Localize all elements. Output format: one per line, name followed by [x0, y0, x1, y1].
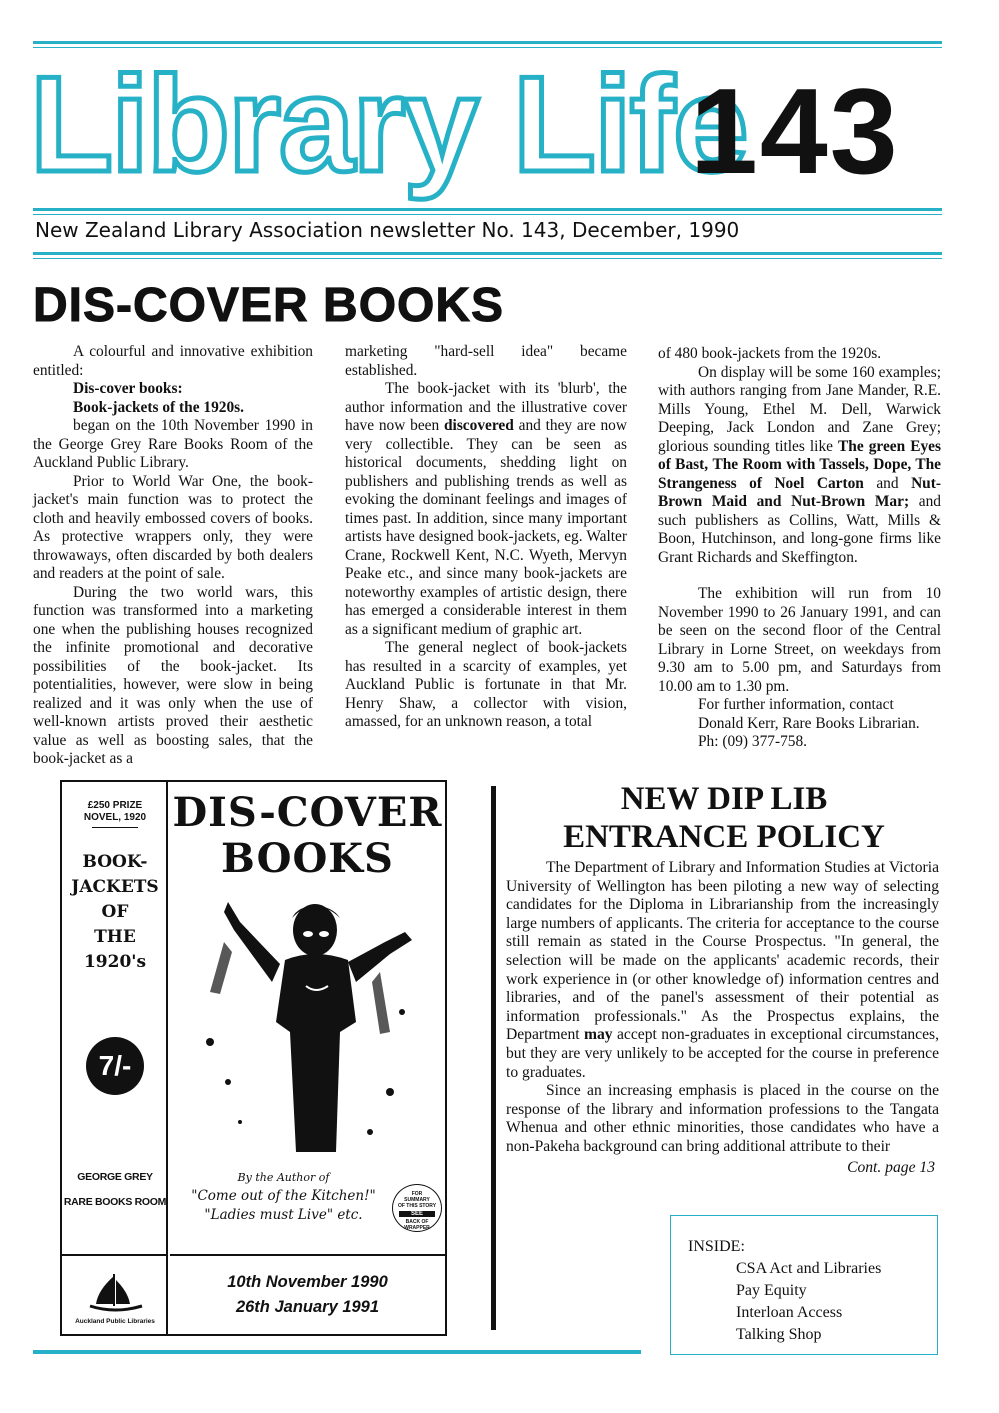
dip-lib-body [506, 859, 939, 1177]
contact-line: For further information, contact [698, 696, 894, 713]
sticker-line: BACK OF [405, 1219, 429, 1225]
exhibition-poster [60, 780, 447, 1336]
exhibit-title-line-2: Book-jackets of the 1920s. [73, 398, 244, 416]
article-paragraph: Prior to World War One, the book-jacket's main function was to protect the cloth and heavily embossed covers of books. As protective wrappers only, they were throwaways, often discarded by both dealers and readers at the point of sale. [33, 472, 313, 582]
side-title-line: JACKETS [71, 877, 159, 897]
poster-divider [62, 1254, 166, 1256]
contact-line: Donald Kerr, Rare Books Librarian. [698, 714, 920, 732]
text-run: and [876, 474, 899, 492]
venue-line: GEORGE GREY [77, 1171, 153, 1183]
sticker-line: FOR [411, 1191, 423, 1197]
bold-text: Nut-Brown Maid and Nut-Brown Mar; [658, 474, 941, 510]
text-run: The book-jacket with its 'blurb', the author information and the illustrative cover have now been [345, 380, 627, 434]
article-paragraph: marketing "hard-sell idea" became established. [345, 343, 627, 379]
inside-item[interactable]: Interloan Access [736, 1304, 843, 1321]
article-paragraph: of 480 book-jackets from the 1920s. [658, 345, 882, 362]
dip-head-line: ENTRANCE POLICY [563, 819, 885, 855]
article-paragraph: The exhibition will run from 10 November 1990 to 26 January 1991, and can be seen on the second floor of the Central Library in Lorne Street, on weekdays from 9.30 am to 5.00 pm, and Saturdays from 10.00 am to 1.30 pm. [658, 585, 941, 695]
prize-line: NOVEL, 1920 [83, 812, 147, 823]
sticker-line: SUMMARY [404, 1197, 430, 1203]
byline-line: "Come out of the Kitchen!" [191, 1188, 376, 1204]
venue-line: RARE BOOKS ROOM [63, 1196, 167, 1208]
text-run: and they are now very collectible. They can be seen as historical documents, shedding light on publishers and publishing trends as well as evoking the dominant feelings and images of times past. In addition, since many important artists have designed book-jackets, eg. Walter Crane, Rockwell Kent, N.C. Wyeth, Mervyn Peake etc., and since many book-jackets are noteworthy examples of artistic design, there has emerged a considerable interest in them as a significant medium of graphic art. [345, 417, 627, 638]
byline-line: "Ladies must Live" etc. [204, 1207, 363, 1223]
text-run: and such publishers as Collins, Watt, Mills & Boon, Hutchinson, and long-gone firms like Grant Richards and Skeffington. [658, 493, 941, 566]
inside-list [688, 1258, 937, 1346]
side-title-line: THE [94, 927, 136, 947]
article-paragraph: The general neglect of book-jackets has resulted in a scarcity of examples, yet Auckland Public is fortunate in that Mr. Henry Shaw, a collector with vision, amassed, for an unknown reason, a total [345, 639, 627, 730]
summary-sticker [392, 1184, 442, 1232]
inside-item[interactable]: Pay Equity [736, 1282, 807, 1299]
article-paragraph [345, 380, 627, 639]
exhibit-title-line-1: Dis-cover books: [73, 380, 183, 397]
inside-item[interactable]: CSA Act and Libraries [736, 1260, 882, 1277]
side-title-line: 1920's [83, 952, 147, 972]
inside-label: INSIDE: [688, 1238, 745, 1255]
inside-item[interactable]: Talking Shop [736, 1326, 822, 1343]
side-title-line: BOOK- [82, 852, 148, 872]
poster-main-panel [170, 782, 445, 1334]
woman-figure-illustration [180, 882, 440, 1162]
poster-head-line: BOOKS [221, 835, 394, 882]
poster-date: 26th January 1991 [235, 1298, 380, 1316]
article-column-2 [345, 343, 627, 732]
continued-link[interactable]: Cont. page 13 [847, 1158, 935, 1176]
vertical-rule [491, 786, 496, 1330]
article-paragraph [658, 364, 941, 568]
poster-side-panel [62, 782, 168, 1334]
poster-byline [176, 1168, 391, 1225]
bold-text: The green Eyes of Bast, [658, 437, 941, 473]
bold-text: may [584, 1026, 613, 1044]
poster-headline [170, 790, 445, 882]
poster-date: 10th November 1990 [227, 1273, 388, 1291]
masthead-rule-upper [33, 208, 942, 211]
bold-text: discovered [443, 417, 514, 434]
article-paragraph: began on the 10th November 1990 in the George Grey Rare Books Room of the Auckland Public Library. [33, 417, 313, 471]
masthead-rule-upper-thin [33, 214, 942, 215]
inside-contents-box [670, 1215, 938, 1355]
poster-venue [62, 1165, 168, 1215]
text-run: The Department of Library and Information Studies at Victoria University of Wellington has been piloting a new way of selecting candidates for the Diploma in Librarianship from the increasingly large numbers of applicants. The criteria for acceptance to the course still remain as stated in the Course Prospectus. "In general, the selection will be made on the applicants' academic records, their work experience in (or other knowledge of) information centres and libraries, and of the panel's assessment of their potential as information professionals." As the Prospectus explains, the Department [506, 859, 939, 1044]
side-title-line: OF [101, 902, 129, 922]
bold-text: The Room with Tassels, Dope, The Strangeness of Noel Carton [658, 456, 941, 492]
masthead-rule-lower-thin [33, 258, 942, 259]
article-paragraph: A colourful and innovative exhibition entitled: [33, 343, 313, 379]
article-paragraph [506, 859, 939, 1082]
poster-prize [62, 800, 168, 824]
sticker-line: WRAPPER [404, 1225, 430, 1231]
library-logo-text: Auckland Public Libraries [75, 1318, 155, 1325]
article-paragraph: Since an increasing emphasis is placed in the course on the response of the library and information professions to the Tangata Whenua and other ethnic minorities, those candidates who have a non-Pakeha background can bring additional attribute to their [506, 1082, 939, 1155]
bottom-rule [33, 1350, 641, 1354]
top-rule [33, 41, 942, 44]
masthead-subtitle: New Zealand Library Association newsletter No. 143, December, 1990 [35, 218, 740, 242]
price-disc: 7/- [86, 1037, 144, 1095]
byline-line: By the Author of [237, 1171, 330, 1184]
poster-side-title [62, 850, 168, 975]
sticker-arrow-label: SEE [399, 1211, 435, 1217]
ship-logo-icon [62, 1268, 168, 1314]
contact-line: Ph: (09) 377-758. [698, 733, 808, 750]
prize-line: £250 PRIZE [87, 800, 143, 811]
article-column-3 [658, 345, 941, 752]
prize-underline [92, 827, 138, 828]
masthead-rule-lower [33, 252, 942, 255]
dip-lib-headline [508, 780, 940, 856]
poster-dates [170, 1254, 445, 1320]
article-paragraph: During the two world wars, this function was transformed into a marketing one when the publishing houses recognized the infinite promotional and decorative possibilities of the book-jacket. Its potentialities, however, were slow in being realized and it was only when the use of well-known artists proved their aesthetic value as well as boosting sales, that the book-jacket as a [33, 583, 313, 767]
masthead-title: Library Life [30, 48, 747, 200]
sticker-line: OF THIS STORY [397, 1203, 437, 1209]
main-headline: DIS-COVER BOOKS [33, 279, 505, 332]
text-run: accept non-graduates in exceptional circumstances, but they are very unlikely to be accepted for the course in preference to graduates. [506, 1026, 939, 1081]
dip-head-line: NEW DIP LIB [620, 781, 828, 817]
issue-number: 143 [690, 63, 900, 199]
poster-head-line: DIS-COVER [172, 789, 443, 836]
article-column-1 [33, 343, 313, 769]
text-run: On display will be some 160 examples; with authors ranging from Jane Mander, R.E. Mills Young, Ethel M. Dell, Warwick Deeping, Jack London and Zane Grey; glorious sounding titles like [658, 363, 941, 455]
